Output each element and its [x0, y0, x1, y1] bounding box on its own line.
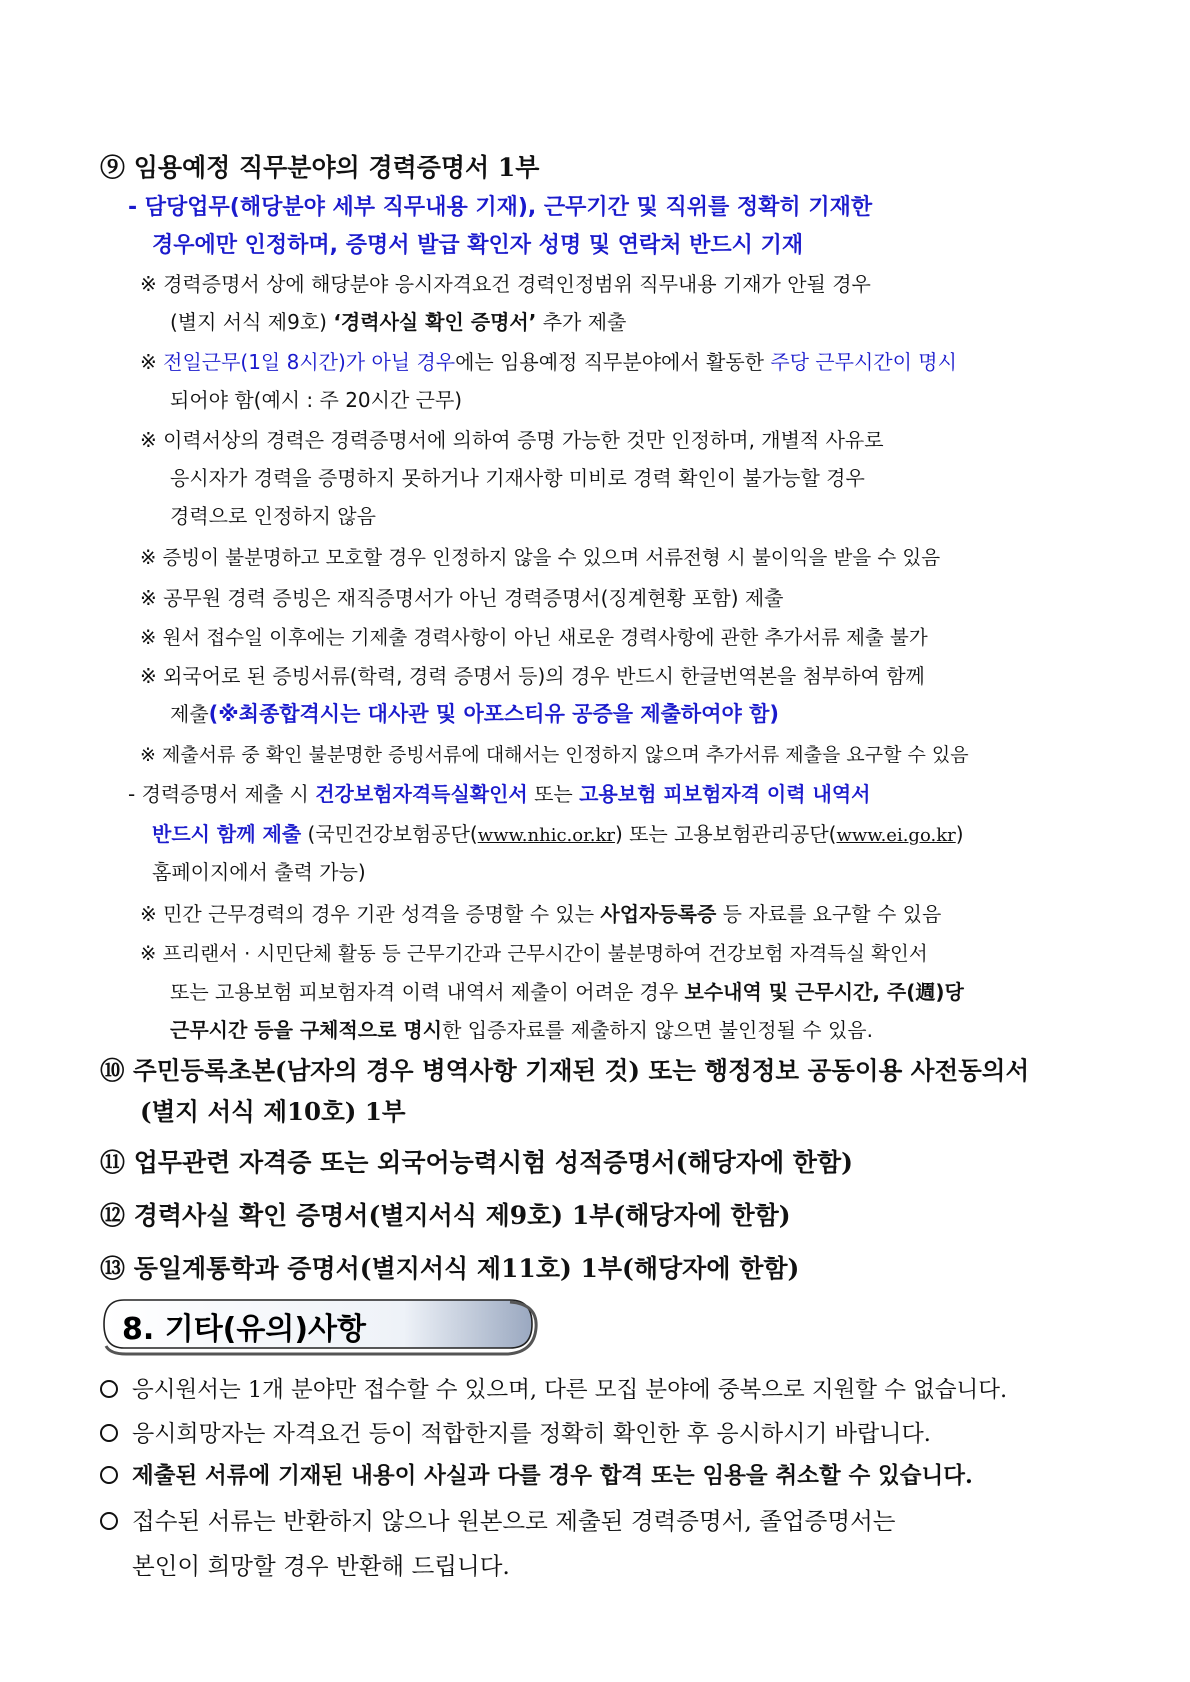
note-2-line-1 — [140, 346, 957, 375]
bullet-3 — [100, 1458, 973, 1490]
bullet-1-text: 응시원서는 1개 분야만 접수할 수 있으며, 다른 모집 분야에 중복으로 지원할 수 없습니다. — [132, 1377, 1008, 1403]
section-8-title: 8. 기타(유의)사항 — [122, 1312, 367, 1347]
item-10-line-1: ⑩ 주민등록초본(남자의 경우 병역사항 기재된 것) 또는 행정정보 공동이용 사전동의서 — [100, 1056, 1030, 1085]
note-3-line-3: 경력으로 인정하지 않음 — [170, 504, 376, 528]
dash-2-or: 또는 — [527, 782, 580, 806]
dash-2-nhis: (국민건강보험공단( — [301, 822, 478, 846]
bullet-2 — [100, 1415, 931, 1448]
note-10-pay-details: 보수내역 및 근무시간, 주(週)당 — [684, 980, 964, 1004]
note-2-mark: ※ — [140, 350, 164, 374]
circle-bullet-icon — [100, 1380, 118, 1398]
circle-bullet-icon — [100, 1424, 118, 1442]
bullet-2-text: 응시희망자는 자격요건 등이 적합한지를 정확히 확인한 후 응시하시기 바랍니다. — [132, 1421, 931, 1447]
bullet-4-line-2: 본인이 희망할 경우 반환해 드립니다. — [132, 1552, 510, 1580]
bullet-1 — [100, 1372, 1007, 1404]
dash-2-health-insurance: 건강보험자격득실확인서 — [315, 782, 528, 806]
item-9-title: ⑨ 임용예정 직무분야의 경력증명서 1부 — [100, 153, 540, 182]
note-10-line-3-b: 한 입증자료를 제출하지 않으면 불인정될 수 있음. — [442, 1018, 873, 1042]
note-7-line-1: ※ 외국어로 된 증빙서류(학력, 경력 증명서 등)의 경우 반드시 한글번역본을 첨부하여 함께 — [140, 664, 925, 688]
note-10-line-2-a: 또는 고용보험 피보험자격 이력 내역서 제출이 어려운 경우 — [170, 980, 685, 1004]
note-3-line-2: 응시자가 경력을 증명하지 못하거나 기재사항 미비로 경력 확인이 불가능할 경우 — [170, 466, 865, 490]
item-9-dash-1-line-1: - 담당업무(해당분야 세부 직무내용 기재), 근무기간 및 직위를 정확히 기재한 — [128, 195, 873, 220]
note-4: ※ 증빙이 불분명하고 모호할 경우 인정하지 않을 수 있으며 서류전형 시 불이익을 받을 수 있음 — [140, 546, 941, 569]
bullet-4-line-1 — [100, 1502, 896, 1536]
dash-2-must-submit: 반드시 함께 제출 — [152, 822, 302, 846]
note-9-suffix: 등 자료를 요구할 수 있음 — [716, 902, 942, 926]
bullet-3-text: 제출된 서류에 기재된 내용이 사실과 다를 경우 합격 또는 임용을 취소할 수 있습니다. — [132, 1463, 973, 1489]
ei-link[interactable]: www.ei.go.kr — [836, 825, 956, 846]
item-13: ⑬ 동일계통학과 증명서(별지서식 제11호) 1부(해당자에 한함) — [100, 1254, 800, 1283]
item-9-dash-2-line-3: 홈페이지에서 출력 가능) — [152, 860, 366, 884]
note-10-line-1: ※ 프리랜서 · 시민단체 활동 등 근무기간과 근무시간이 불분명하여 건강보험 자격득실 확인서 — [140, 942, 928, 965]
dash-2-employment-insurance: 고용보험 피보험자격 이력 내역서 — [579, 782, 871, 806]
section-8-header — [100, 1298, 530, 1350]
note-7-apostille: (※최종합격시는 대사관 및 아포스티유 공증을 제출하여야 함) — [208, 702, 779, 726]
note-6: ※ 원서 접수일 이후에는 기제출 경력사항이 아닌 새로운 경력사항에 관한 추가서류 제출 불가 — [140, 626, 928, 649]
note-9 — [140, 898, 941, 927]
note-7-line-2 — [170, 698, 779, 728]
note-9-prefix: ※ 민간 근무경력의 경우 기관 성격을 증명할 수 있는 — [140, 902, 601, 926]
note-9-business-reg: 사업자등록증 — [600, 902, 717, 926]
note-2-middle: 에는 임용예정 직무분야에서 활동한 — [455, 350, 771, 374]
circle-bullet-icon — [100, 1512, 118, 1530]
item-11: ⑪ 업무관련 자격증 또는 외국어능력시험 성적증명서(해당자에 한함) — [100, 1148, 853, 1177]
note-3-line-1: ※ 이력서상의 경력은 경력증명서에 의하여 증명 가능한 것만 인정하며, 개별적 사유로 — [140, 428, 884, 452]
circle-bullet-icon — [100, 1466, 118, 1484]
item-9-dash-1-line-2: 경우에만 인정하며, 증명서 발급 확인자 성명 및 연락처 반드시 기재 — [152, 233, 804, 258]
note-1-form-ref: (별지 서식 제9호) — [170, 310, 334, 334]
dash-2-close: ) — [955, 822, 964, 846]
item-9-dash-2-line-2 — [152, 818, 964, 847]
note-5: ※ 공무원 경력 증빙은 재직증명서가 아닌 경력증명서(징계현황 포함) 제출 — [140, 586, 784, 610]
note-2-line-2: 되어야 함(예시 : 주 20시간 근무) — [170, 388, 463, 412]
note-10-specify: 근무시간 등을 구체적으로 명시 — [170, 1018, 443, 1042]
dash-2-kcomwel: ) 또는 고용보험관리공단( — [614, 822, 837, 846]
note-2-weekly-hours: 주당 근무시간이 명시 — [770, 350, 957, 374]
item-9-dash-2-line-1 — [128, 778, 870, 807]
nhic-link[interactable]: www.nhic.or.kr — [477, 825, 615, 846]
note-1-form-name: ‘경력사실 확인 증명서’ — [333, 310, 537, 334]
note-7-submit: 제출 — [170, 702, 209, 726]
note-10-line-2 — [170, 976, 964, 1005]
note-1-suffix: 추가 제출 — [536, 310, 627, 334]
bullet-4-text: 접수된 서류는 반환하지 않으나 원본으로 제출된 경력증명서, 졸업증명서는 — [132, 1507, 896, 1535]
dash-2-prefix: - 경력증명서 제출 시 — [128, 782, 316, 806]
item-10-line-2: (별지 서식 제10호) 1부 — [140, 1097, 406, 1126]
note-2-fulltime: 전일근무(1일 8시간)가 아닐 경우 — [163, 350, 456, 374]
note-10-line-3 — [170, 1014, 873, 1043]
item-12: ⑫ 경력사실 확인 증명서(별지서식 제9호) 1부(해당자에 한함) — [100, 1201, 791, 1230]
note-1-line-1: ※ 경력증명서 상에 해당분야 응시자격요건 경력인정범위 직무내용 기재가 안될 경우 — [140, 272, 871, 296]
note-8: ※ 제출서류 중 확인 불분명한 증빙서류에 대해서는 인정하지 않으며 추가서류 제출을 요구할 수 있음 — [140, 744, 969, 766]
note-1-line-2 — [170, 306, 626, 335]
